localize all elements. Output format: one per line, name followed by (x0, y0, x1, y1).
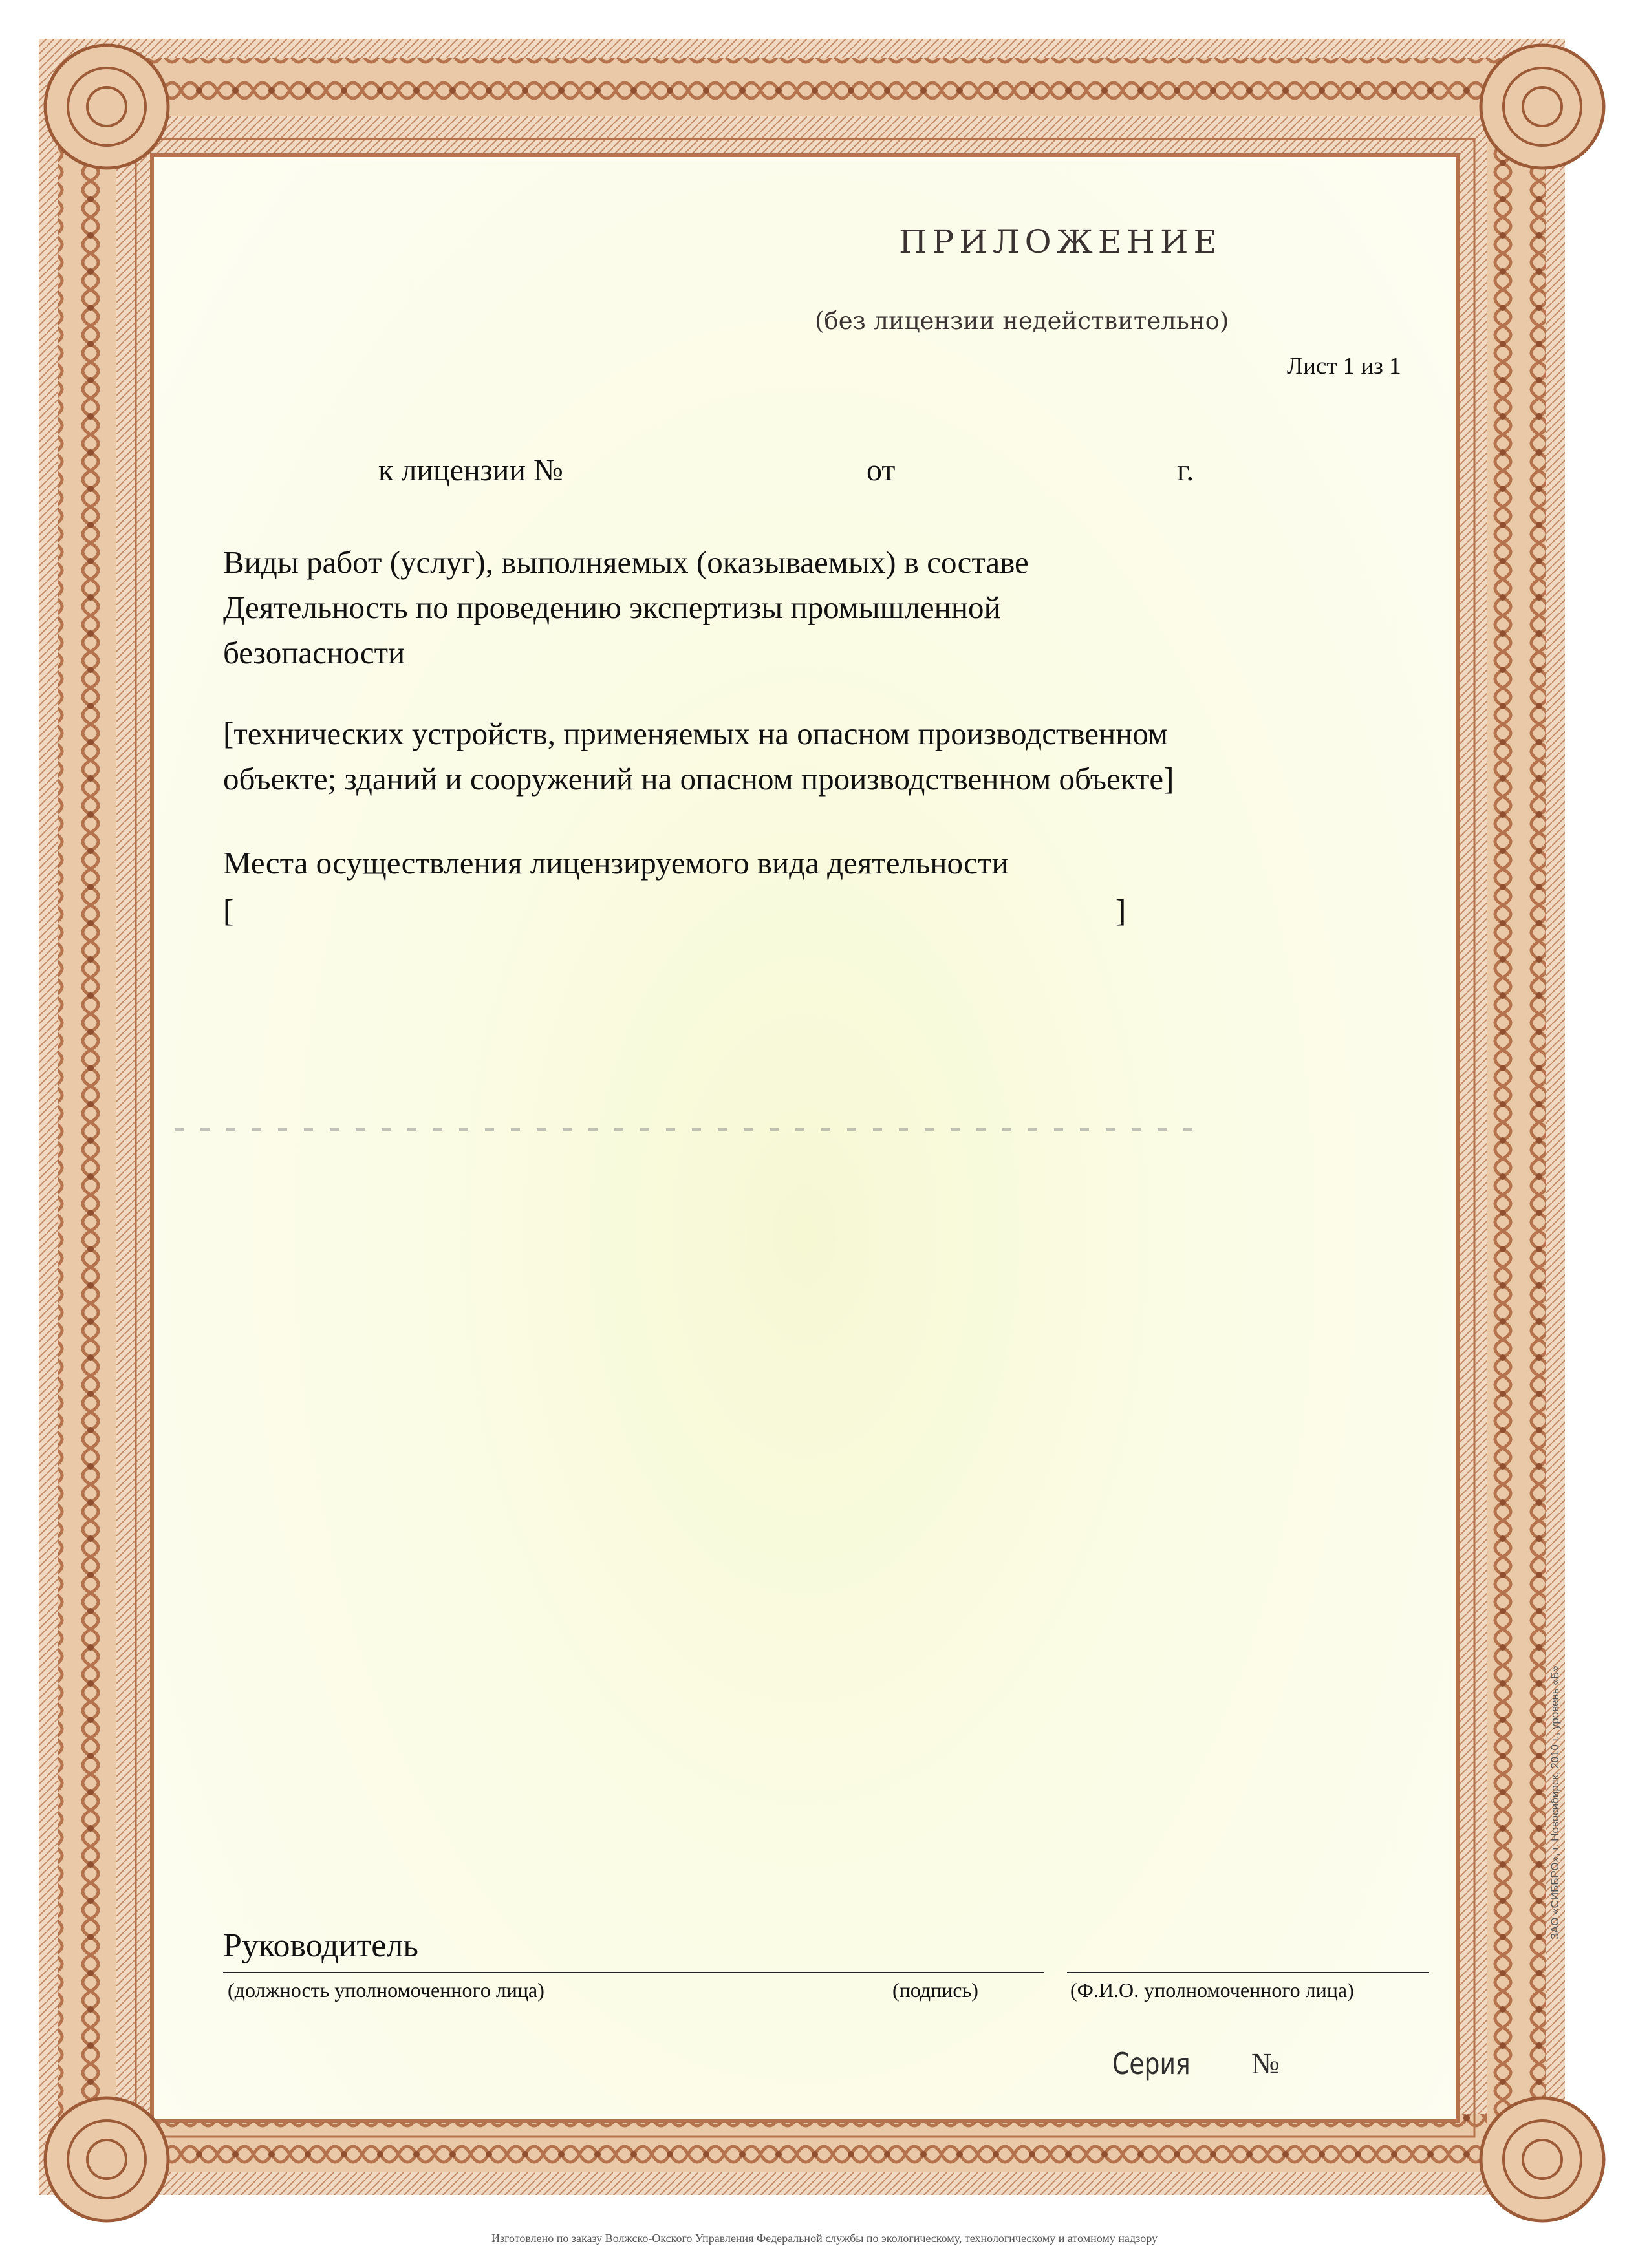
series-label: Серия (1112, 2046, 1191, 2081)
printer-note: Изготовлено по заказу Волжско-Окского Управления Федеральной службы по экологическому, технологическому и атомному надзору (491, 2232, 1158, 2245)
name-caption: (Ф.И.О. уполномоченного лица) (1070, 1978, 1354, 2002)
license-date-label: от (867, 453, 896, 487)
works-list: [технических устройств, применяемых на опасном производственном объекте; зданий и сооружений на опасном производственном объекте] (223, 716, 1174, 797)
form-number-label: № (1251, 2047, 1280, 2080)
places-label: Места осуществления лицензируемого вида деятельности (223, 845, 1009, 881)
places-bracket-close: ] (1116, 893, 1126, 928)
signature-caption: (подпись) (892, 1978, 978, 2002)
name-line (1067, 1972, 1429, 1973)
signatory-title: Руководитель (223, 1927, 418, 1964)
paper-area (158, 162, 1452, 2114)
works-intro: Виды работ (услуг), выполняемых (оказываемых) в составе Деятельность по проведению экспертизы промышленной безопасности (223, 544, 1029, 670)
position-line (223, 1972, 870, 1973)
license-year-suffix: г. (1177, 453, 1194, 487)
sheet-number: Лист 1 из 1 (1287, 353, 1401, 380)
places-bracket-open: [ (223, 893, 234, 928)
page-title: ПРИЛОЖЕНИЕ (899, 223, 1222, 261)
validity-note: (без лицензии недействительно) (815, 307, 1229, 335)
signature-line (870, 1972, 1044, 1973)
fold-line (175, 1128, 1209, 1131)
license-number-label: к лицензии № (378, 453, 563, 487)
side-imprint: ЗАО «СИББРО», г. Новосибирск, 2010 г., уровень «Б» (1549, 1665, 1561, 1940)
position-caption: (должность уполномоченного лица) (228, 1978, 544, 2002)
